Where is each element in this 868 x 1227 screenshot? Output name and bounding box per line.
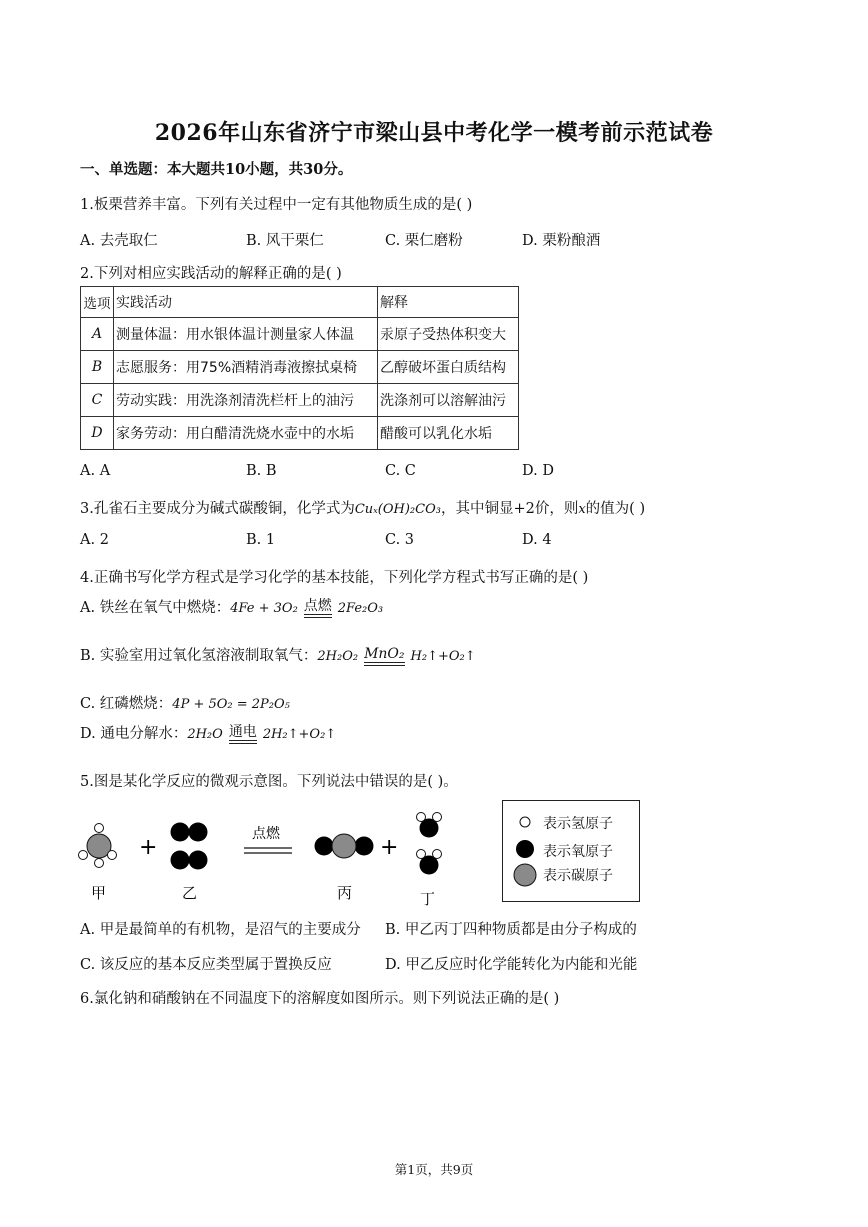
table-header-row xyxy=(81,287,519,318)
option-a-text: A. 铁丝在氧气中燃烧： xyxy=(80,600,231,616)
option-d-reactants: 2H₂O xyxy=(187,727,223,742)
question-3-text-b: ，其中铜显+2价，则 xyxy=(440,501,579,517)
oxygen-molecule-icon xyxy=(171,823,208,870)
question-3-text-c: 的值为( ) xyxy=(585,501,646,517)
table-cell: 乙醇破坏蛋白质结构 xyxy=(378,351,519,384)
question-4-option-c xyxy=(80,692,290,713)
condition-label: 点燃 xyxy=(303,598,332,614)
water-molecule-icon xyxy=(417,813,442,875)
label-yi: 乙 xyxy=(182,884,198,902)
table-cell: 醋酸可以乳化水垢 xyxy=(378,417,519,450)
table-cell: D xyxy=(81,417,114,450)
question-1-option-b: B. 风干栗仁 xyxy=(246,233,324,249)
question-3-option-a: A. 2 xyxy=(80,532,109,548)
question-5-option-c: C. 该反应的基本反应类型属于置换反应 xyxy=(80,957,332,973)
question-2-option-b: B. B xyxy=(246,463,277,479)
carbon-atom-icon xyxy=(514,864,536,886)
legend-icons xyxy=(513,811,541,893)
double-line-icon xyxy=(364,662,404,666)
legend-carbon: 表示碳原子 xyxy=(543,868,613,884)
question-3-variable: x xyxy=(578,502,586,517)
question-2-option-d: D. D xyxy=(522,463,554,479)
label-jia: 甲 xyxy=(91,884,107,902)
question-2-option-a: A. A xyxy=(80,463,111,479)
plus-sign: + xyxy=(139,835,158,860)
oxygen-atom-icon xyxy=(516,840,534,858)
carbon-dioxide-molecule-icon xyxy=(315,834,374,858)
question-1-option-a: A. 去壳取仁 xyxy=(80,233,158,249)
question-6-stem: 6.氯化钠和硝酸钠在不同温度下的溶解度如图所示。则下列说法正确的是( ) xyxy=(80,991,560,1007)
option-d-text: D. 通电分解水： xyxy=(80,726,188,742)
question-3-formula: Cuₓ(OH)₂CO₃ xyxy=(354,502,441,517)
legend-oxygen: 表示氧原子 xyxy=(543,844,613,860)
option-a-products: 2Fe₂O₃ xyxy=(337,601,384,616)
table-cell: B xyxy=(81,351,114,384)
label-bing: 丙 xyxy=(337,884,353,902)
question-4-option-d xyxy=(80,722,336,744)
table-cell: 洗涤剂可以溶解油污 xyxy=(378,384,519,417)
methane-molecule-icon xyxy=(79,824,117,868)
question-5-option-a: A. 甲是最简单的有机物，是沼气的主要成分 xyxy=(80,922,361,938)
table-header: 解释 xyxy=(378,287,519,318)
table-row xyxy=(81,384,519,417)
question-2-option-c: C. C xyxy=(385,463,416,479)
page-title: 2026年山东省济宁市梁山县中考化学一模考前示范试卷 xyxy=(154,120,714,146)
question-1-option-c: C. 栗仁磨粉 xyxy=(385,233,463,249)
question-1-stem: 1.板栗营养丰富。下列有关过程中一定有其他物质生成的是( ) xyxy=(80,197,473,213)
option-c-equation: 4P + 5O₂ = 2P₂O₅ xyxy=(172,697,290,712)
question-4-option-a xyxy=(80,596,383,618)
question-2-stem: 2.下列对相应实践活动的解释正确的是( ) xyxy=(80,266,342,282)
legend-hydrogen: 表示氢原子 xyxy=(543,816,613,832)
double-line-icon xyxy=(304,614,332,618)
question-5-option-b: B. 甲乙丙丁四种物质都是由分子构成的 xyxy=(385,922,637,938)
question-4-stem: 4.正确书写化学方程式是学习化学的基本技能，下列化学方程式书写正确的是( ) xyxy=(80,570,589,586)
diagram-legend xyxy=(502,800,640,902)
question-5-option-d: D. 甲乙反应时化学能转化为内能和光能 xyxy=(385,957,638,973)
question-3-text-a: 3.孔雀石主要成分为碱式碳酸铜，化学式为 xyxy=(80,501,355,517)
option-c-text: C. 红磷燃烧： xyxy=(80,696,173,712)
question-3-option-b: B. 1 xyxy=(246,532,276,548)
reaction-condition xyxy=(229,724,257,744)
question-3-option-c: C. 3 xyxy=(385,532,415,548)
label-ding: 丁 xyxy=(420,890,436,908)
condition-label: 通电 xyxy=(228,724,257,740)
table-row xyxy=(81,318,519,351)
double-line-icon xyxy=(229,740,257,744)
table-cell: 汞原子受热体积变大 xyxy=(378,318,519,351)
plus-sign: + xyxy=(380,835,399,860)
section-heading: 一、单选题：本大题共10小题，共30分。 xyxy=(80,161,353,178)
condition-label: MnO₂ xyxy=(364,646,405,662)
hydrogen-atom-icon xyxy=(520,817,530,827)
diagram-condition: 点燃 xyxy=(252,826,280,842)
table-cell: 劳动实践：用洗涤剂清洗栏杆上的油污 xyxy=(114,384,378,417)
table-cell: A xyxy=(81,318,114,351)
table-header: 选项 xyxy=(81,287,114,318)
table-cell: C xyxy=(81,384,114,417)
question-5-stem: 5.图是某化学反应的微观示意图。下列说法中错误的是( )。 xyxy=(80,774,458,790)
option-a-reactants: 4Fe + 3O₂ xyxy=(230,601,298,616)
question-3-stem xyxy=(80,497,645,518)
practice-table xyxy=(80,286,519,450)
table-cell: 测量体温：用水银体温计测量家人体温 xyxy=(114,318,378,351)
table-cell: 志愿服务：用75%酒精消毒液擦拭桌椅 xyxy=(114,351,378,384)
reaction-diagram xyxy=(74,808,454,908)
question-4-option-b xyxy=(80,644,476,666)
reaction-condition xyxy=(304,598,332,618)
table-cell: 家务劳动：用白醋清洗烧水壶中的水垢 xyxy=(114,417,378,450)
option-d-products: 2H₂↑+O₂↑ xyxy=(262,727,337,742)
table-row xyxy=(81,417,519,450)
option-b-text: B. 实验室用过氧化氢溶液制取氧气： xyxy=(80,648,318,664)
page-footer: 第1页，共9页 xyxy=(394,1162,474,1177)
table-row xyxy=(81,351,519,384)
table-header: 实践活动 xyxy=(114,287,378,318)
option-b-products: H₂↑+O₂↑ xyxy=(410,649,476,664)
question-3-option-d: D. 4 xyxy=(522,532,552,548)
question-1-option-d: D. 栗粉酿酒 xyxy=(522,233,601,249)
option-b-reactants: 2H₂O₂ xyxy=(317,649,359,664)
reaction-condition xyxy=(364,646,404,666)
